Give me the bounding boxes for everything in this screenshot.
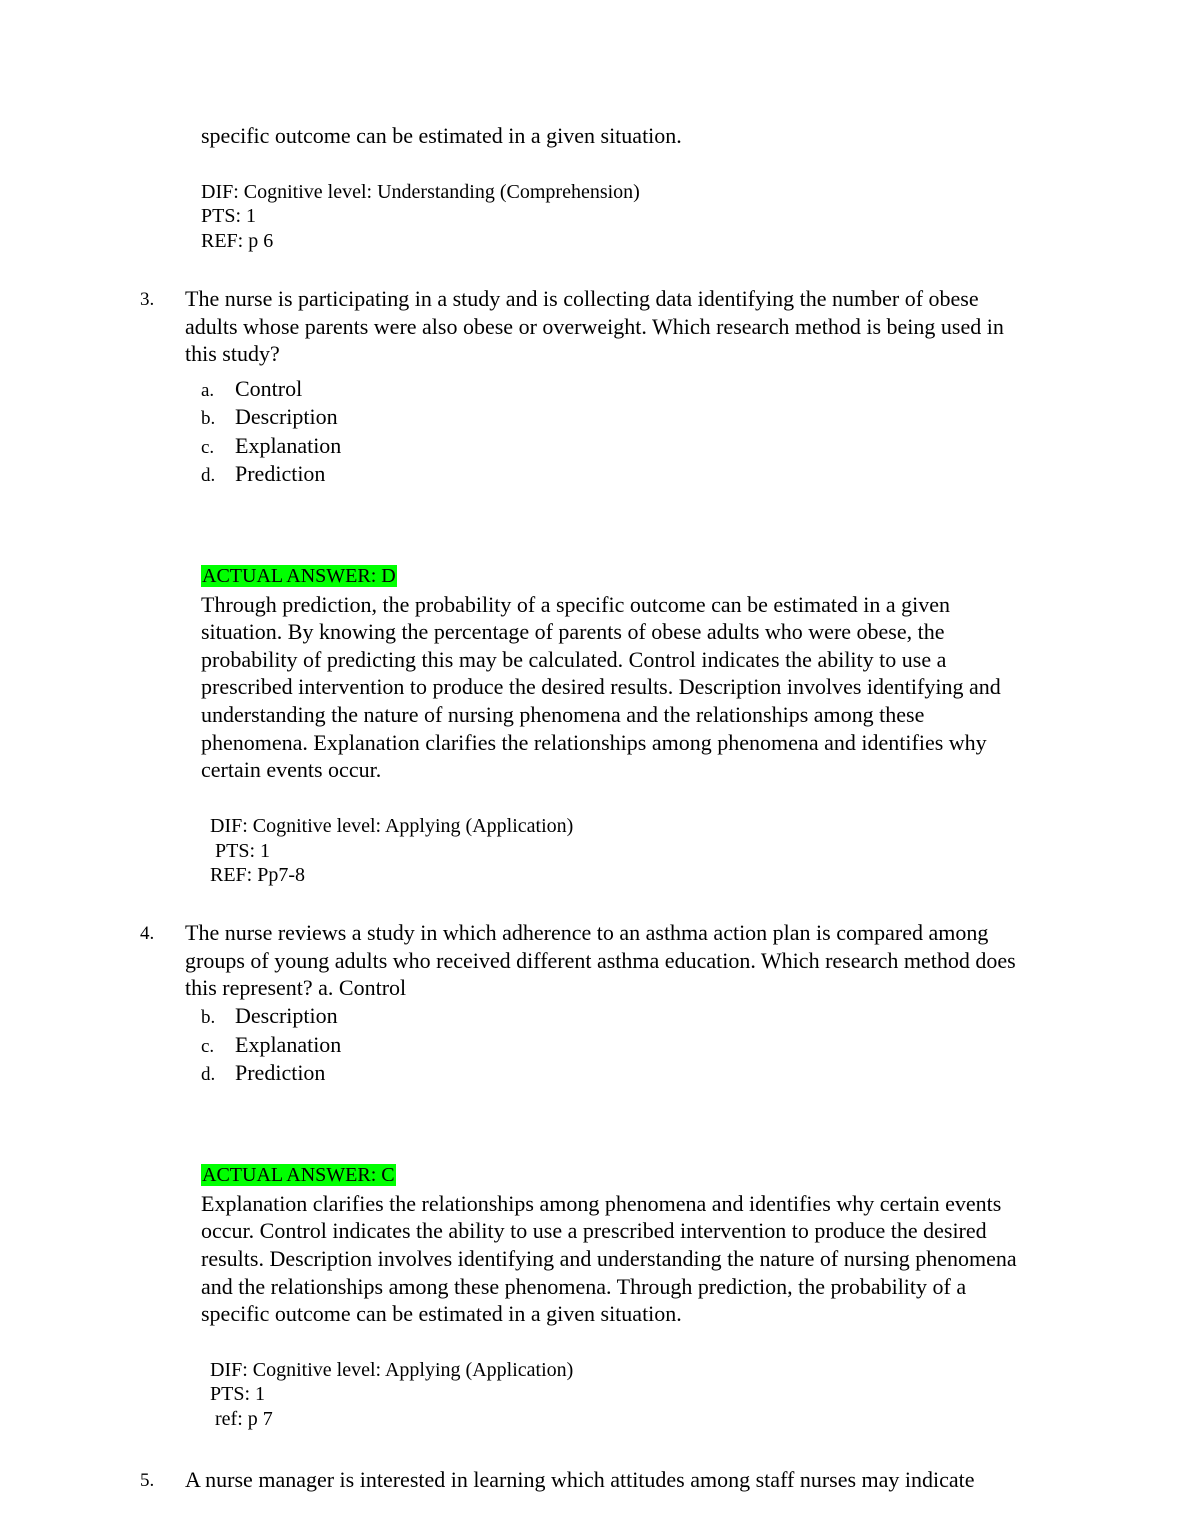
q4-line-2: groups of young adults who received different asthma education. Which research method does <box>185 948 1016 973</box>
q3-option-c-letter: c. <box>201 437 215 458</box>
q3-answer-highlight: ACTUAL ANSWER: D <box>202 565 396 587</box>
q4-option-b <box>201 1002 338 1032</box>
q3-line-3: this study? <box>185 341 280 366</box>
q3-rationale-4: prescribed intervention to produce the desired results. Description involves identifying and <box>201 674 1001 699</box>
q3-option-a-letter: a. <box>201 380 215 401</box>
q4-line-3 <box>185 974 406 1002</box>
q4-option-b-text: Description <box>235 1003 338 1028</box>
q3-option-a <box>201 375 302 405</box>
q3-rationale-3: probability of predicting this may be calculated. Control indicates the ability to use a <box>201 647 947 672</box>
q3-ref: REF: Pp7-8 <box>210 864 306 886</box>
q4-dif: DIF: Cognitive level: Applying (Application) <box>210 1359 574 1381</box>
q5-line-1: A nurse manager is interested in learning which attitudes among staff nurses may indicate <box>185 1467 975 1492</box>
q4-number: 4. <box>140 923 155 944</box>
q3-option-d-letter: d. <box>201 465 216 486</box>
q4-option-d-letter: d. <box>201 1064 216 1085</box>
q3-option-d <box>201 460 325 490</box>
q3-option-c <box>201 432 341 462</box>
q4-rationale-5: specific outcome can be estimated in a given situation. <box>201 1301 682 1326</box>
q4-option-c <box>201 1031 341 1061</box>
q3-option-d-text: Prediction <box>235 461 326 486</box>
q3-rationale-5: understanding the nature of nursing phenomena and the relationships among these <box>201 702 925 727</box>
q4-option-d-text: Prediction <box>235 1060 326 1085</box>
q4-pts: PTS: 1 <box>210 1383 266 1405</box>
q3-rationale-2: situation. By knowing the percentage of parents of obese adults who were obese, the <box>201 619 945 644</box>
q3-rationale-1: Through prediction, the probability of a specific outcome can be estimated in a given <box>201 592 950 617</box>
q4-answer-highlight: ACTUAL ANSWER: C <box>202 1164 395 1186</box>
q3-option-c-text: Explanation <box>235 433 342 458</box>
q5-number: 5. <box>140 1470 155 1491</box>
q3-dif: DIF: Cognitive level: Applying (Application) <box>210 815 574 837</box>
q3-option-b <box>201 403 338 433</box>
q4-option-d <box>201 1059 325 1089</box>
q3-rationale-6: phenomena. Explanation clarifies the relationships among phenomena and identifies why <box>201 730 987 755</box>
q4-option-b-letter: b. <box>201 1007 216 1028</box>
top-pts: PTS: 1 <box>201 205 257 227</box>
top-ref: REF: p 6 <box>201 230 274 252</box>
q3-pts: PTS: 1 <box>215 840 271 862</box>
q3-option-b-letter: b. <box>201 408 216 429</box>
q3-number: 3. <box>140 289 155 310</box>
q4-option-c-text: Explanation <box>235 1032 342 1057</box>
q4-option-c-letter: c. <box>201 1036 215 1057</box>
q4-ref: ref: p 7 <box>215 1408 273 1430</box>
q4-rationale-3: results. Description involves identifying and understanding the nature of nursing phenomena <box>201 1246 1017 1271</box>
q4-option-a-inline: a. Control <box>318 975 407 1000</box>
q3-line-1: The nurse is participating in a study and is collecting data identifying the number of obese <box>185 286 979 311</box>
q4-rationale-1: Explanation clarifies the relationships among phenomena and identifies why certain events <box>201 1191 1002 1216</box>
q3-option-a-text: Control <box>235 376 303 401</box>
q3-rationale-7: certain events occur. <box>201 757 382 782</box>
q4-line-1: The nurse reviews a study in which adherence to an asthma action plan is compared among <box>185 920 989 945</box>
q4-line-3-main: this represent? <box>185 975 313 1000</box>
q4-rationale-4: and the relationships among these phenomena. Through prediction, the probability of a <box>201 1274 967 1299</box>
q4-rationale-2: occur. Control indicates the ability to use a prescribed intervention to produce the desired <box>201 1218 987 1243</box>
continuation-text: specific outcome can be estimated in a given situation. <box>201 123 682 148</box>
q3-line-2: adults whose parents were also obese or overweight. Which research method is being used in <box>185 314 1004 339</box>
top-dif: DIF: Cognitive level: Understanding (Comprehension) <box>201 181 640 203</box>
q3-option-b-text: Description <box>235 404 338 429</box>
